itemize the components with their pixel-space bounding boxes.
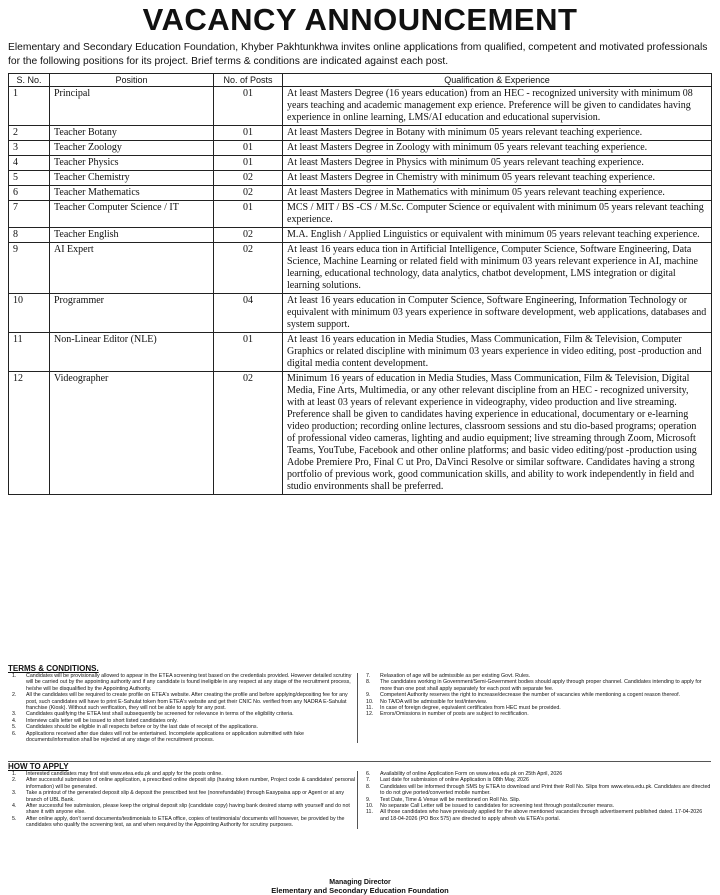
- item-text: After successful submission of online application, a prescribed online deposit slip (having token number, Project code & candidates' personal information) will be generated.: [26, 777, 356, 790]
- table-row: [9, 201, 712, 228]
- cell-qualification: At least 16 years education in Media Studies, Mass Communication, Film & Television, Computer Graphics or related discipline with minimum 03 years experience in video editing, post -production and digital media content development.: [283, 333, 712, 372]
- item-text: All the candidates will be required to create profile on ETEA's website. After creating the profile and before applying/depositing fee for any post, such candidates will have to print E-Sahulat token from ETEA's website and get their CNIC No. verified from any NADRA E-Sahulat franchise (Kiosk). Without such verification, they will not be able to apply for any post.: [26, 692, 348, 712]
- cell-sno: 4: [9, 156, 50, 171]
- item-text: Availability of online Application Form on www.etea.edu.pk on 25th April, 2026: [380, 771, 563, 777]
- cell-qualification: M.A. English / Applied Linguistics or equivalent with minimum 05 years relevant teaching experience.: [283, 228, 712, 243]
- item-number: 6.: [366, 771, 371, 777]
- cell-posts: 01: [214, 156, 283, 171]
- item-number: 7.: [366, 777, 371, 784]
- cell-posts: 01: [214, 126, 283, 141]
- cell-sno: 10: [9, 294, 50, 333]
- cell-sno: 11: [9, 333, 50, 372]
- item-text: The candidates working in Government/Semi-Government bodies should apply through proper channel. Candidates intending to apply for more than one post shall apply separately for each post with separate fee.: [380, 679, 702, 692]
- cell-posts: 02: [214, 186, 283, 201]
- organization-name: Elementary and Secondary Education Foundation: [271, 886, 449, 895]
- table-row: [9, 372, 712, 495]
- item-text: In case of foreign degree, equivalent certificates from HEC must be provided.: [380, 705, 561, 712]
- cell-sno: 8: [9, 228, 50, 243]
- list-item: [362, 679, 711, 692]
- page-title: VACANCY ANNOUNCEMENT: [142, 2, 578, 37]
- cell-qualification: At least Masters Degree in Zoology with minimum 05 years relevant teaching experience.: [283, 141, 712, 156]
- cell-position: Teacher Zoology: [50, 141, 214, 156]
- cell-posts: 02: [214, 243, 283, 294]
- vacancy-table: [8, 73, 712, 495]
- cell-qualification: Minimum 16 years of education in Media Studies, Mass Communication, Film & Television, Digital Media, Fine Arts, Multimedia, or any other relevant discipline from an HEC - recognized university, with at least 03 years of relevant experience in videography, video production and live streaming. Preference shall be given to candidates having experience in educational, documentary or e-learning video production; recording online lectures, classroom sessions and stu dio-based programs; operation of professional video cameras, lighting and audio equipment; live streaming through Zoom, Microsoft Teams, YouTube, Facebook and other online platforms; and basic video editing/post -production using Adobe Premiere Pro, Final C ut Pro, DaVinci Resolve or similar software. Candidates having a strong portfolio of previous work, good communication skills, and ability to work independently in field and studio environments shall be preferred.: [283, 372, 712, 495]
- cell-sno: 1: [9, 87, 50, 126]
- terms-right-column: [357, 673, 711, 743]
- item-number: 3.: [12, 711, 17, 718]
- item-text: Candidates should be eligible in all respects before or by the last date of receipt of the applications.: [26, 724, 259, 731]
- list-item: [8, 816, 357, 829]
- item-text: Applications received after due dates will not be entertained. Incomplete applications or application submitted with fake documents/information shall be rejected at any stage of the recruitment process.: [26, 730, 304, 744]
- intro-paragraph: Elementary and Secondary Education Foundation, Khyber Pakhtunkhwa invites online applications from qualified, competent and motivated professionals for the following positions for its project. Brief terms & conditions are indicated against each post.: [8, 42, 708, 67]
- apply-heading: HOW TO APPLY: [8, 762, 69, 771]
- apply-left-column: [8, 771, 357, 829]
- cell-qualification: At least Masters Degree in Mathematics with minimum 05 years relevant teaching experience.: [283, 186, 712, 201]
- cell-qualification: At least Masters Degree (16 years education) from an HEC - recognized university with minimum 08 years teaching and academic management exp erience. Preference will be given to candidates having experience in online learning, LMS/AI education and educational supervision.: [283, 87, 712, 126]
- table-row: [9, 156, 712, 171]
- item-text: Interested candidates may first visit www.etea.edu.pk and apply for the posts online.: [26, 771, 223, 777]
- item-number: 2.: [12, 777, 17, 784]
- header-position: Position: [50, 74, 214, 87]
- terms-left-column: [8, 673, 357, 743]
- terms-heading: TERMS & CONDITIONS.: [8, 664, 99, 673]
- item-number: 8.: [366, 679, 371, 686]
- cell-sno: 7: [9, 201, 50, 228]
- item-number: 12.: [366, 711, 374, 718]
- table-row: [9, 243, 712, 294]
- item-text: No separate Call Letter will be issued to candidates for screening test through postal/courier means.: [380, 803, 615, 810]
- cell-posts: 02: [214, 372, 283, 495]
- item-number: 11.: [366, 705, 373, 712]
- cell-position: Teacher Physics: [50, 156, 214, 171]
- header-sno: S. No.: [9, 74, 50, 87]
- cell-position: Principal: [50, 87, 214, 126]
- item-text: After successful fee submission, please keep the original deposit slip (candidate copy) having bank desired stamp with yourself and do not share it with anyone else.: [26, 803, 350, 816]
- item-text: Relaxation of age will be admissible as per existing Govt. Rules.: [380, 673, 531, 679]
- cell-posts: 01: [214, 87, 283, 126]
- item-number: 6.: [12, 730, 17, 737]
- item-number: 2.: [12, 692, 17, 699]
- table-row: [9, 294, 712, 333]
- cell-sno: 2: [9, 126, 50, 141]
- header-qualification: Qualification & Experience: [283, 74, 712, 87]
- item-text: Interview calls letter will be issued to short listed candidates only.: [26, 717, 178, 724]
- table-header-row: [9, 74, 712, 87]
- cell-position: Teacher Mathematics: [50, 186, 214, 201]
- item-number: 4.: [12, 803, 17, 810]
- cell-sno: 12: [9, 372, 50, 495]
- table-body: [9, 87, 712, 495]
- cell-posts: 02: [214, 228, 283, 243]
- cell-position: Videographer: [50, 372, 214, 495]
- item-text: Last date for submission of online Application is 08th May, 2026: [380, 777, 529, 784]
- table-row: [9, 333, 712, 372]
- item-text: All those candidates who have previously applied for the above mentioned vacancies through advertisement published dated. 17-04-2026 and 18-04-2026 (PO Box 575) are directed to apply afresh via ETEA's portal.: [380, 809, 703, 822]
- terms-section: [8, 664, 711, 759]
- cell-posts: 01: [214, 141, 283, 156]
- cell-posts: 02: [214, 171, 283, 186]
- item-number: 1.: [12, 771, 17, 777]
- item-text: Candidates will be provisionally allowed to appear in the ETEA screening test based on the credentials provided. However detailed scrutiny will be carried out by the appointing authority and if any candidate is found ineligible in any respect at any stage of the recruitment process, he/she will be disqualified by the Appointing Authority.: [26, 673, 352, 692]
- item-text: Take a printout of the generated deposit slip & deposit the prescribed test fee (nonrefundable) through Easypaisa app or Agent or at any branch of UBL Bank.: [26, 790, 345, 803]
- cell-qualification: At least 16 years education in Computer Science, Software Engineering, Information Technology or equivalent with minimum 03 years experience in software development, web applications, databases and system support.: [283, 294, 712, 333]
- cell-position: Teacher Computer Science / IT: [50, 201, 214, 228]
- table-row: [9, 87, 712, 126]
- cell-qualification: At least Masters Degree in Chemistry with minimum 05 years relevant teaching experience.: [283, 171, 712, 186]
- table-row: [9, 126, 712, 141]
- cell-qualification: At least Masters Degree in Botany with minimum 05 years relevant teaching experience.: [283, 126, 712, 141]
- list-item: [8, 777, 357, 790]
- item-number: 8.: [366, 783, 371, 790]
- list-item: [362, 809, 711, 822]
- cell-sno: 3: [9, 141, 50, 156]
- cell-sno: 6: [9, 186, 50, 201]
- item-text: After online apply, don't send documents/testimonials to ETEA office, copies of testimonials/ documents will however, be provided by the candidates who qualify the screening test, as and when required by the Appointing Authority for scrutiny purposes.: [26, 815, 345, 829]
- item-number: 3.: [12, 790, 17, 797]
- item-text: Competent Authority reserves the right to increase/decrease the number of vacancies while mentioning a cogent reason thereof.: [380, 692, 681, 699]
- cell-position: Teacher Botany: [50, 126, 214, 141]
- cell-posts: 04: [214, 294, 283, 333]
- cell-position: Programmer: [50, 294, 214, 333]
- how-to-apply-section: [8, 761, 711, 882]
- cell-qualification: At least 16 years educa tion in Artificial Intelligence, Computer Science, Software Engineering, Data Science, Machine Learning or related field with minimum 03 years relevant experience in AI, machine learning, educational technology, data analytics, chatbot development, LMS integration or digital learning solutions.: [283, 243, 712, 294]
- cell-qualification: MCS / MIT / BS -CS / M.Sc. Computer Science or equivalent with minimum 05 years relevant teaching experience.: [283, 201, 712, 228]
- apply-right-column: [357, 771, 711, 829]
- item-number: 7.: [366, 673, 371, 679]
- list-item: [8, 790, 357, 803]
- list-item: [8, 673, 357, 692]
- list-item: [8, 803, 357, 816]
- item-number: 1.: [12, 673, 17, 679]
- item-text: No TA/DA will be admissible for test/interview.: [380, 698, 487, 705]
- item-number: 5.: [12, 724, 17, 731]
- item-number: 9.: [366, 692, 371, 699]
- cell-sno: 5: [9, 171, 50, 186]
- cell-position: AI Expert: [50, 243, 214, 294]
- item-number: 5.: [12, 815, 17, 822]
- item-text: Errors/Omissions in number of posts are subject to rectification.: [380, 711, 529, 718]
- cell-posts: 01: [214, 333, 283, 372]
- list-item: [8, 731, 357, 744]
- item-text: Candidates qualifying the ETEA test shall subsequently be screened for relevance in terms of the eligibility criteria.: [26, 711, 294, 718]
- cell-position: Teacher Chemistry: [50, 171, 214, 186]
- item-text: Test Date, Time & Venue will be mentioned on Roll No. Slip.: [380, 796, 521, 803]
- table-row: [9, 186, 712, 201]
- item-number: 10.: [366, 803, 374, 810]
- item-number: 9.: [366, 796, 371, 803]
- table-row: [9, 141, 712, 156]
- item-number: 11.: [366, 809, 373, 816]
- item-text: Candidates will be informed through SMS by ETEA to download and Print their Roll No. Slips from www.etea.edu.pk. Candidates are directed to do not give ported/converted mobile number.: [380, 783, 711, 797]
- table-row: [9, 171, 712, 186]
- signatory: Managing Director: [329, 879, 391, 886]
- list-item: [8, 692, 357, 711]
- header-posts: No. of Posts: [214, 74, 283, 87]
- cell-position: Teacher English: [50, 228, 214, 243]
- item-number: 4.: [12, 717, 17, 724]
- item-number: 10.: [366, 698, 374, 705]
- cell-position: Non-Linear Editor (NLE): [50, 333, 214, 372]
- cell-sno: 9: [9, 243, 50, 294]
- cell-qualification: At least Masters Degree in Physics with minimum 05 years relevant teaching experience.: [283, 156, 712, 171]
- list-item: [362, 711, 711, 717]
- table-row: [9, 228, 712, 243]
- list-item: [362, 784, 711, 797]
- cell-posts: 01: [214, 201, 283, 228]
